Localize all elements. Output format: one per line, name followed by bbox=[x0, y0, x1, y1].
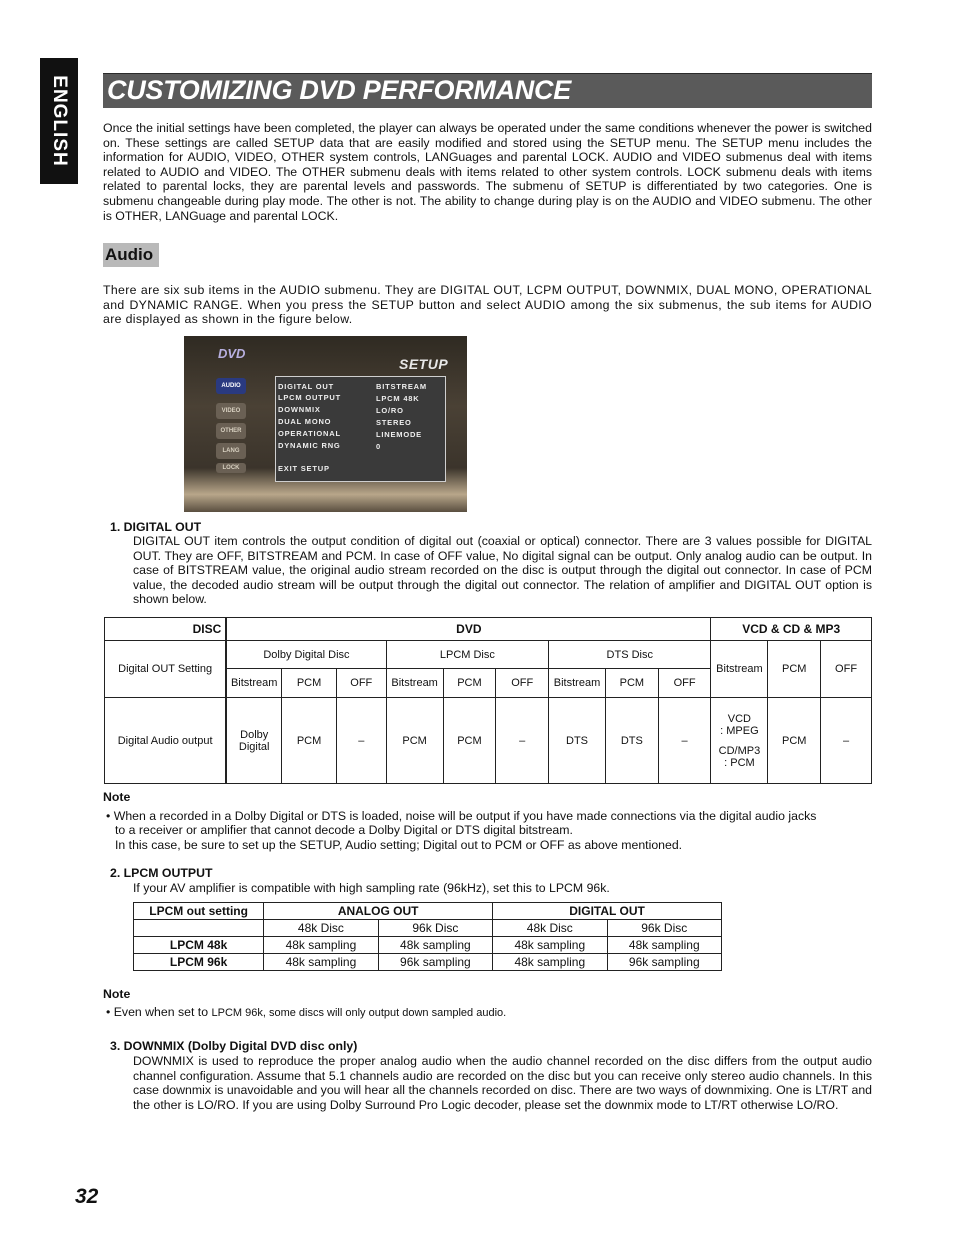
menu-item-label: DYNAMIC RNG bbox=[278, 441, 341, 450]
lpcm-table bbox=[133, 902, 722, 971]
setup-screen-image bbox=[184, 336, 467, 512]
row-label-output: Digital Audio output bbox=[105, 698, 227, 784]
vcd-header: VCD & CD & MP3 bbox=[711, 618, 872, 641]
vcd-pcm: PCM bbox=[768, 641, 821, 698]
section-1-body: DIGITAL OUT item controls the output condition of digital out (coaxial or optical) connector. There are 3 values possible for DIGITAL OUT. They are OFF, BITSTREAM and PCM. In case of OFF value, No digital signal can be output. Only analog audio can be output. In case of BITSTREAM value, the original audio stream recorded on the disc is output through the digital out connector. In case of PCM value, the decoded audio stream will be output through the digital out connector. The relation of amplifier and DIGITAL OUT option is shown below. bbox=[133, 534, 872, 607]
note-1-line-2: to a receiver or amplifier that cannot decode a Dolby Digital or DTS digital bitstream. bbox=[115, 823, 573, 837]
digital-out-header: DIGITAL OUT bbox=[493, 903, 722, 920]
audio-heading-box bbox=[103, 243, 159, 267]
menu-item-value: STEREO bbox=[376, 418, 412, 427]
video-nav-icon: VIDEO bbox=[216, 403, 246, 419]
table-row bbox=[134, 937, 722, 954]
setting-cell: PCM bbox=[605, 669, 658, 698]
section-1-heading: 1. DIGITAL OUT bbox=[110, 520, 202, 534]
output-cell: – bbox=[658, 698, 711, 784]
vcd-bitstream: Bitstream bbox=[711, 641, 768, 698]
language-tab bbox=[40, 58, 78, 184]
output-text: CD/MP3 bbox=[718, 744, 761, 757]
output-cell: PCM bbox=[768, 698, 821, 784]
note-1-heading: Note bbox=[103, 790, 131, 804]
cell: 48k sampling bbox=[493, 937, 607, 954]
setting-cell: OFF bbox=[658, 669, 711, 698]
disc-48k: 48k Disc bbox=[493, 920, 607, 937]
setting-cell: Bitstream bbox=[549, 669, 606, 698]
menu-item-label: LPCM OUTPUT bbox=[278, 393, 341, 402]
lock-nav-icon: LOCK bbox=[216, 463, 246, 473]
menu-item-label: DIGITAL OUT bbox=[278, 382, 335, 391]
output-text: : MPEG bbox=[720, 724, 759, 737]
disc-96k: 96k Disc bbox=[378, 920, 492, 937]
menu-item-value: LO/RO bbox=[376, 406, 404, 415]
intro-paragraph: Once the initial settings have been completed, the player can always be operated under the same conditions whenever the power is switched on. These settings are called SETUP data that are easily modified and stored using the SETUP menu. The SETUP menu includes the information for AUDIO, VIDEO, OTHER system controls, LANGuages and parental LOCK. AUDIO and VIDEO submenus deal with items related to AUDIO and VIDEO. The OTHER submenu deals with items related to other system controls. LOCK submenu deals with items related to parental locks, they are parental levels and passwords. The submenu of SETUP is differentiated by two categories. One is submenu changeable during play mode. The other is not. The ability to change during play is on the AUDIO and VIDEO submenu. The other is OTHER, LANGuage and parental LOCK. bbox=[103, 121, 872, 223]
empty-cell bbox=[134, 920, 264, 937]
dvd-logo: DVD bbox=[218, 346, 246, 361]
digital-out-table bbox=[104, 617, 872, 784]
setup-menu-panel bbox=[275, 376, 446, 482]
output-cell: – bbox=[496, 698, 549, 784]
output-cell: – bbox=[336, 698, 386, 784]
lang-nav-icon: LANG bbox=[216, 443, 246, 459]
row-label-setting: Digital OUT Setting bbox=[105, 641, 227, 698]
output-cell: PCM bbox=[386, 698, 443, 784]
disc-48k: 48k Disc bbox=[264, 920, 378, 937]
menu-item-value: LPCM 48K bbox=[376, 394, 420, 403]
note-1-line-1: • When a recorded in a Dolby Digital or DTS is loaded, noise will be output if you have made connections via the digital audio jacks bbox=[106, 809, 817, 823]
output-text: VCD bbox=[727, 712, 752, 725]
cell: 96k sampling bbox=[378, 954, 492, 971]
setting-cell: Bitstream bbox=[226, 669, 281, 698]
other-nav-icon: OTHER bbox=[216, 423, 246, 439]
note-2-text bbox=[106, 1005, 872, 1021]
title-bar bbox=[103, 73, 872, 108]
cell: 96k sampling bbox=[607, 954, 721, 971]
page-number: 32 bbox=[75, 1185, 99, 1208]
output-cell bbox=[226, 698, 281, 784]
setting-cell: PCM bbox=[282, 669, 337, 698]
cell: 48k sampling bbox=[264, 954, 378, 971]
output-cell: – bbox=[821, 698, 872, 784]
exit-setup-item: EXIT SETUP bbox=[278, 464, 330, 473]
setting-cell: Bitstream bbox=[386, 669, 443, 698]
menu-item-label: DUAL MONO bbox=[278, 417, 332, 426]
output-text: Digital bbox=[238, 740, 270, 753]
dts-disc-header: DTS Disc bbox=[549, 641, 711, 669]
dvd-header: DVD bbox=[226, 618, 711, 641]
output-text: Dolby bbox=[240, 728, 269, 741]
lpcm-setting-header: LPCM out setting bbox=[134, 903, 264, 920]
note-2-lead: • Even when set to bbox=[106, 1005, 212, 1019]
output-text: : PCM bbox=[724, 756, 755, 769]
output-cell: PCM bbox=[443, 698, 496, 784]
dolby-disc-header: Dolby Digital Disc bbox=[226, 641, 386, 669]
output-cell bbox=[711, 698, 768, 784]
output-cell: DTS bbox=[549, 698, 606, 784]
cell: 48k sampling bbox=[493, 954, 607, 971]
vcd-off: OFF bbox=[821, 641, 872, 698]
audio-heading: Audio bbox=[105, 245, 154, 264]
cell: 48k sampling bbox=[607, 937, 721, 954]
note-1-line-3: In this case, be sure to set up the SETUP, Audio setting; Digital out to PCM or OFF as above mentioned. bbox=[115, 838, 683, 852]
note-2-rest: LPCM 96k, some discs will only output down sampled audio. bbox=[211, 1007, 507, 1019]
cell: 48k sampling bbox=[378, 937, 492, 954]
menu-item-value: LINEMODE bbox=[376, 430, 422, 439]
lpcm-disc-header: LPCM Disc bbox=[386, 641, 548, 669]
audio-nav-icon: AUDIO bbox=[216, 378, 246, 394]
table-row bbox=[134, 954, 722, 971]
page-title: CUSTOMIZING DVD PERFORMANCE bbox=[107, 75, 571, 105]
output-cell: PCM bbox=[282, 698, 337, 784]
setup-nav-icons bbox=[214, 348, 248, 472]
section-3-heading: 3. DOWNMIX (Dolby Digital DVD disc only) bbox=[110, 1039, 358, 1053]
setting-cell: OFF bbox=[336, 669, 386, 698]
cell: 48k sampling bbox=[264, 937, 378, 954]
language-tab-label: ENGLISH bbox=[49, 75, 70, 167]
output-cell: DTS bbox=[605, 698, 658, 784]
setup-screen-title: SETUP bbox=[399, 356, 449, 372]
audio-intro-paragraph: There are six sub items in the AUDIO submenu. They are DIGITAL OUT, LCPM OUTPUT, DOWNMIX, DUAL MONO, OPERATIONAL and DYNAMIC RANGE. When you press the SETUP button and select AUDIO among the six submenus, the sub items for AUDIO are displayed as shown in the figure below. bbox=[103, 283, 872, 327]
menu-item-label: OPERATIONAL bbox=[278, 429, 341, 438]
row-label: LPCM 48k bbox=[134, 937, 264, 954]
row-label: LPCM 96k bbox=[134, 954, 264, 971]
disc-96k: 96k Disc bbox=[607, 920, 721, 937]
menu-item-value: 0 bbox=[376, 442, 381, 451]
setting-cell: PCM bbox=[443, 669, 496, 698]
analog-out-header: ANALOG OUT bbox=[264, 903, 493, 920]
section-2-body: If your AV amplifier is compatible with high sampling rate (96kHz), set this to LPCM 96k. bbox=[133, 881, 610, 895]
menu-item-label: DOWNMIX bbox=[278, 405, 321, 414]
setting-cell: OFF bbox=[496, 669, 549, 698]
menu-item-value: BITSTREAM bbox=[376, 382, 427, 391]
note-2-heading: Note bbox=[103, 987, 131, 1001]
section-2-heading: 2. LPCM OUTPUT bbox=[110, 866, 213, 880]
disc-header: DISC bbox=[105, 618, 227, 641]
section-3-body: DOWNMIX is used to reproduce the proper analog audio when the audio channel recorded on the disc differs from the output audio channel configuration. Assume that 5.1 channels audio are recorded on the disc but you can receive only stereo audio channels. In this case downmix is unavoidable and you will hear all the channels recorded on disc. There are two ways of downmixing. One is LT/RT and the other is LO/RO. If you are using Dolby Surround Pro Logic decoder, please set the downmix mode to LT/RT otherwise LO/RO. bbox=[133, 1054, 872, 1112]
